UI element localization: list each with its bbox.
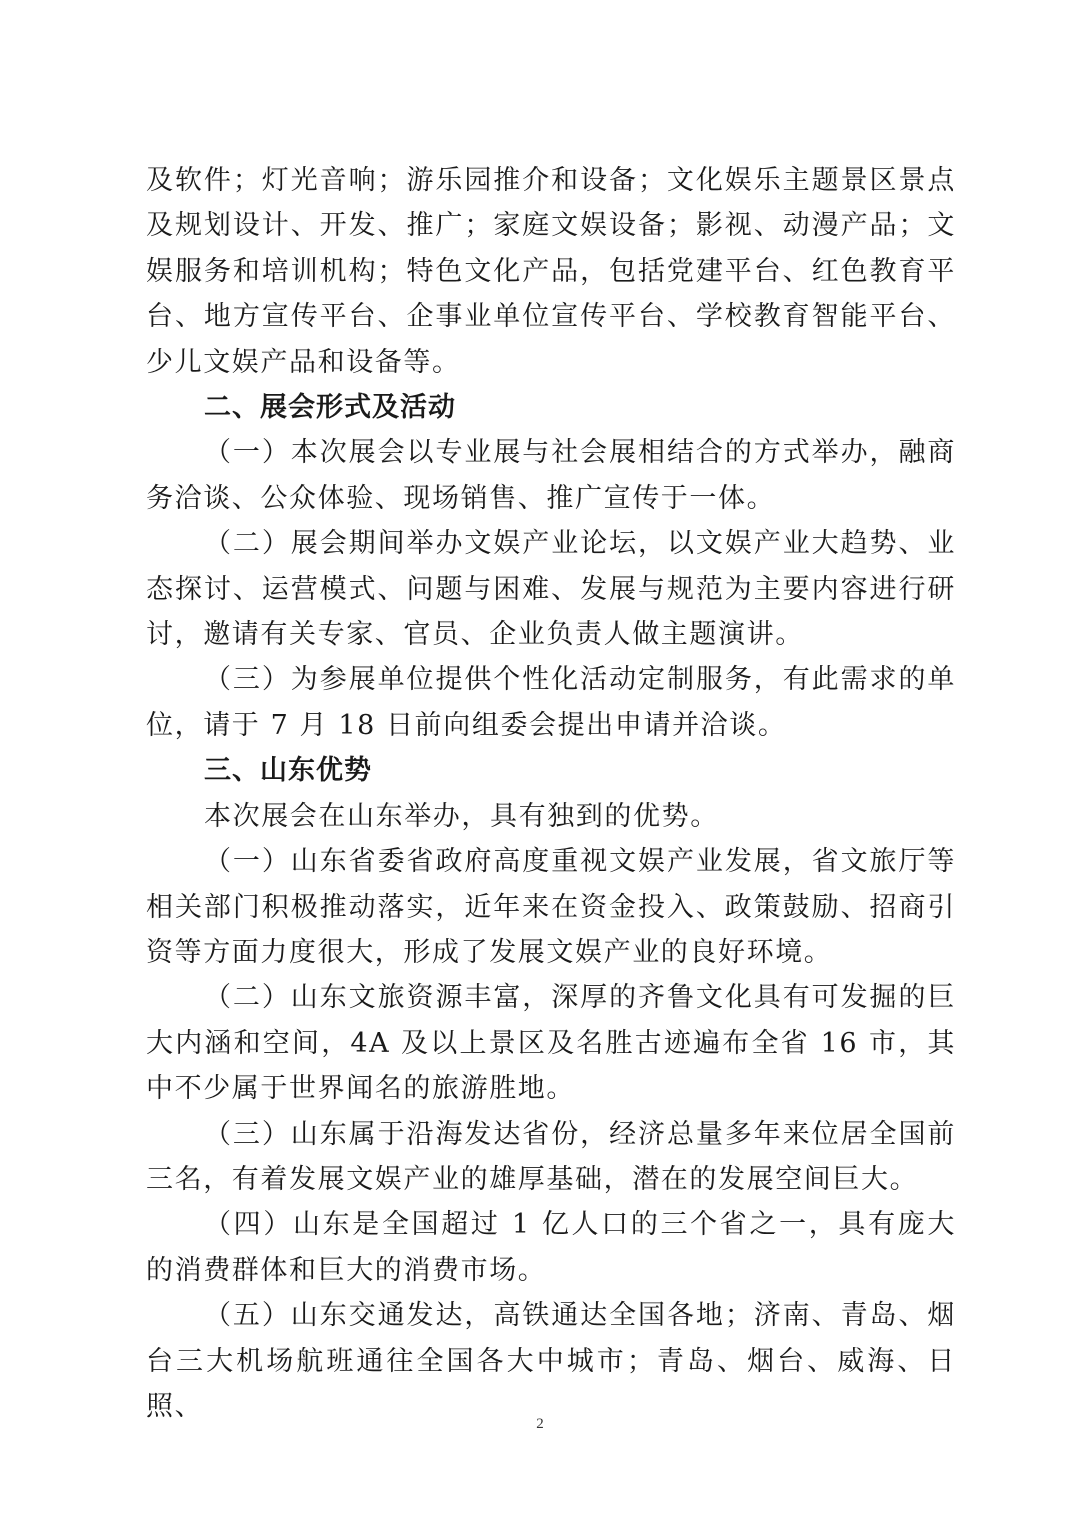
paragraph-advantage-4: （四）山东是全国超过 1 亿人口的三个省之一，具有庞大的消费群体和巨大的消费市场。	[146, 1209, 956, 1286]
page-number: 2	[536, 1416, 544, 1432]
section-heading-shandong-advantages: 三、山东优势	[204, 755, 372, 787]
document-body	[146, 158, 956, 1429]
section-heading-format-activities: 二、展会形式及活动	[204, 392, 456, 424]
paragraph-advantage-3: （三）山东属于沿海发达省份，经济总量多年来位居全国前三名，有着发展文娱产业的雄厚基础，潜在的发展空间巨大。	[146, 1118, 956, 1195]
paragraph-advantage-2: （二）山东文旅资源丰富，深厚的齐鲁文化具有可发掘的巨大内涵和空间，4A 及以上景区及名胜古迹遍布全省 16 市，其中不少属于世界闻名的旅游胜地。	[146, 982, 956, 1105]
paragraph-advantages-intro: 本次展会在山东举办，具有独到的优势。	[204, 800, 719, 832]
paragraph-advantage-1: （一）山东省委省政府高度重视文娱产业发展，省文旅厅等相关部门积极推动落实，近年来在资金投入、政策鼓励、招商引资等方面力度很大，形成了发展文娱产业的良好环境。	[146, 846, 956, 968]
paragraph-format-1: （一）本次展会以专业展与社会展相结合的方式举办，融商务洽谈、公众体验、现场销售、推广宣传于一体。	[146, 437, 956, 514]
paragraph-advantage-5: （五）山东交通发达，高铁通达全国各地；济南、青岛、烟台三大机场航班通往全国各大中城市；青岛、烟台、威海、日照、	[146, 1300, 956, 1422]
paragraph-format-3: （三）为参展单位提供个性化活动定制服务，有此需求的单位，请于 7 月 18 日前向组委会提出申请并洽谈。	[146, 664, 956, 741]
paragraph-exhibit-scope-continued: 及软件；灯光音响；游乐园推介和设备；文化娱乐主题景区景点及规划设计、开发、推广；家庭文娱设备；影视、动漫产品；文娱服务和培训机构；特色文化产品，包括党建平台、红色教育平台、地方宣传平台、企事业单位宣传平台、学校教育智能平台、少儿文娱产品和设备等。	[146, 165, 956, 378]
paragraph-format-2: （二）展会期间举办文娱产业论坛，以文娱产业大趋势、业态探讨、运营模式、问题与困难、发展与规范为主要内容进行研讨，邀请有关专家、官员、企业负责人做主题演讲。	[146, 528, 956, 651]
